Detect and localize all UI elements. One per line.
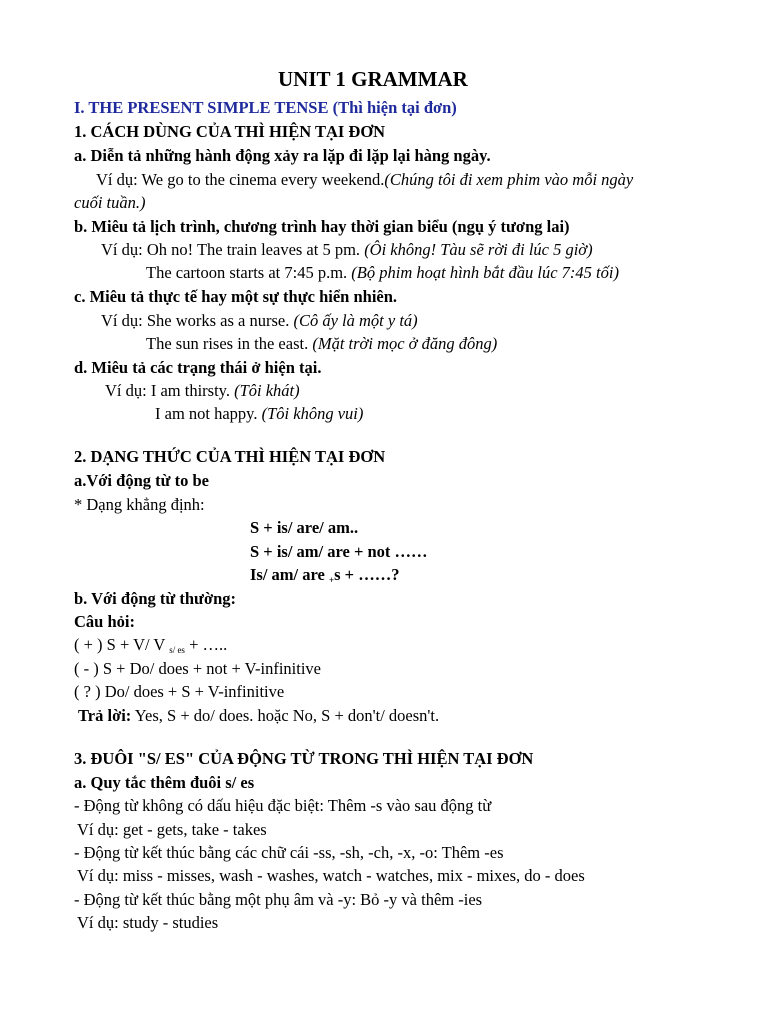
section2-b-heading: b. Với động từ thường: (74, 589, 237, 608)
use-c-example-1: Ví dụ: She works as a nurse. (Cô ấy là một y tá) (101, 311, 418, 330)
use-b-example-1: Ví dụ: Oh no! The train leaves at 5 pm. (Ôi không! Tàu sẽ rời đi lúc 5 giờ) (101, 240, 593, 259)
section2-a-heading: a.Với động từ to be (74, 471, 210, 490)
formula-2: S + is/ am/ are + not …… (250, 542, 428, 561)
rule-line-5: - Động từ kết thúc bằng một phụ âm và -y: Bỏ -y và thêm -ies (74, 890, 483, 909)
section3-a-heading: a. Quy tắc thêm đuôi s/ es (74, 773, 255, 792)
affirmative-label: * Dạng khẳng định: (74, 495, 205, 514)
use-a-example: Ví dụ: We go to the cinema every weekend.(Chúng tôi đi xem phim vào mỗi ngày (96, 170, 634, 189)
use-c-label: c. Miêu tả thực tế hay một sự thực hiển nhiên. (74, 287, 398, 306)
rule-line-3: - Động từ kết thúc bằng các chữ cái -ss, -sh, -ch, -x, -o: Thêm -es (74, 843, 504, 862)
rule-line-2: Ví dụ: get - gets, take - takes (77, 820, 267, 839)
use-d-example-2: I am not happy. (Tôi không vui) (155, 404, 364, 423)
section3-heading: 3. ĐUÔI "S/ ES" CỦA ĐỘNG TỪ TRONG THÌ HIỆN TẠI ĐƠN (74, 749, 534, 768)
use-d-example-1: Ví dụ: I am thirsty. (Tôi khát) (105, 381, 300, 400)
rule-3: ( ? ) Do/ does + S + V-infinitive (74, 682, 285, 701)
use-a-example-cont: cuối tuần.) (74, 193, 146, 212)
answer-line: Trả lời: Yes, S + do/ does. hoặc No, S + don't/ doesn't. (78, 706, 440, 725)
rule-line-4: Ví dụ: miss - misses, wash - washes, watch - watches, mix - mixes, do - does (77, 866, 585, 885)
use-c-example-2: The sun rises in the east. (Mặt trời mọc ở đăng đông) (146, 334, 498, 353)
rule-line-6: Ví dụ: study - studies (77, 913, 219, 932)
use-d-label: d. Miêu tả các trạng thái ở hiện tại. (74, 358, 322, 377)
use-b-label: b. Miêu tả lịch trình, chương trình hay thời gian biểu (ngụ ý tương lai) (74, 217, 570, 236)
formula-1: S + is/ are/ am.. (250, 518, 359, 537)
use-b-example-2: The cartoon starts at 7:45 p.m. (Bộ phim hoạt hình bắt đầu lúc 7:45 tối) (146, 263, 619, 282)
question-label: Câu hỏi: (74, 612, 135, 631)
uses-heading: 1. CÁCH DÙNG CỦA THÌ HIỆN TẠI ĐƠN (74, 122, 386, 141)
formula-3: Is/ am/ are +s + ……? (250, 565, 400, 585)
rule-1: ( + ) S + V/ V s/ es + ….. (74, 635, 228, 655)
section2-heading: 2. DẠNG THỨC CỦA THÌ HIỆN TẠI ĐƠN (74, 447, 386, 466)
section1-heading: I. THE PRESENT SIMPLE TENSE (Thì hiện tại đơn) (74, 98, 457, 117)
use-a-label: a. Diễn tả những hành động xảy ra lặp đi lặp lại hàng ngày. (74, 146, 491, 165)
rule-2: ( - ) S + Do/ does + not + V-infinitive (74, 659, 321, 678)
rule-line-1: - Động từ không có dấu hiệu đặc biệt: Thêm -s vào sau động từ (74, 796, 492, 815)
page-title: UNIT 1 GRAMMAR (278, 67, 468, 91)
